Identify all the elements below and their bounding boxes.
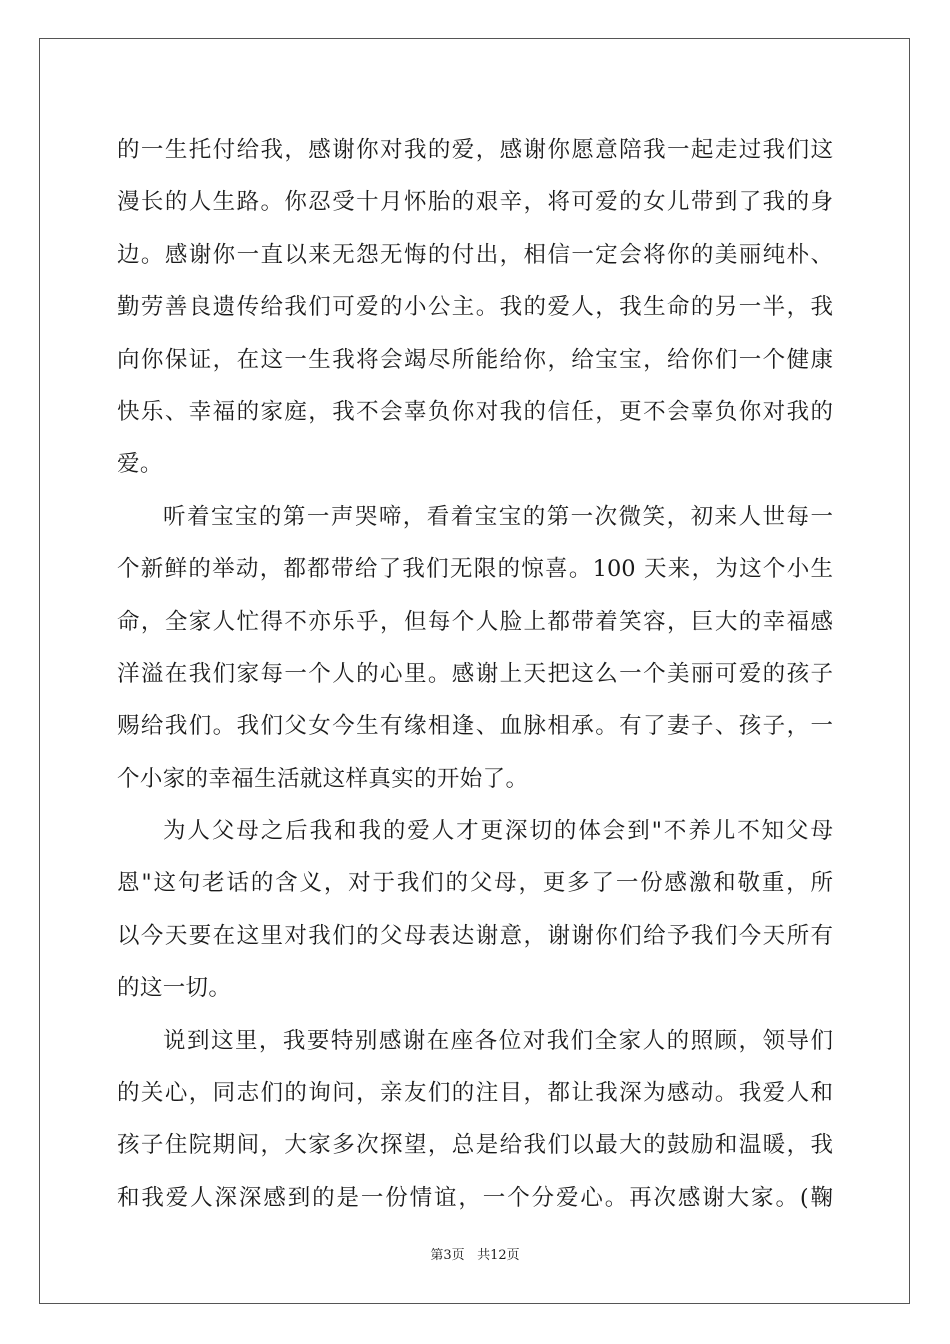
page-number: 第3页: [430, 1248, 465, 1263]
text-line: 个小家的幸福生活就这样真实的开始了。: [117, 765, 529, 792]
text-line: 快乐、幸福的家庭，我不会辜负你对我的信任，更不会辜负你对我的: [117, 398, 833, 425]
text-line: 边。感谢你一直以来无怨无悔的付出，相信一定会将你的美丽纯朴、: [117, 241, 833, 268]
text-line: 和我爱人深深感到的是一份情谊，一个分爱心。再次感谢大家。(鞠: [117, 1184, 833, 1211]
text-line: 爱。: [117, 451, 163, 478]
page-total: 共12页: [477, 1248, 520, 1263]
text-line: 勤劳善良遗传给我们可爱的小公主。我的爱人，我生命的另一半，我: [117, 294, 833, 321]
text-line: 的关心，同志们的询问，亲友们的注目，都让我深为感动。我爱人和: [117, 1080, 833, 1107]
page-footer: [0, 1247, 950, 1265]
paragraph-first-line: 为人父母之后我和我的爱人才更深切的体会到"不养儿不知父母: [163, 818, 833, 845]
text-line: 个新鲜的举动，都都带给了我们无限的惊喜。100 天来，为这个小生: [117, 556, 833, 583]
document-body: [117, 124, 833, 1224]
text-line: 恩"这句老话的含义，对于我们的父母，更多了一份感激和敬重，所: [117, 870, 833, 897]
text-line: 漫长的人生路。你忍受十月怀胎的艰辛，将可爱的女儿带到了我的身: [117, 189, 833, 216]
text-line: 洋溢在我们家每一个人的心里。感谢上天把这么一个美丽可爱的孩子: [117, 660, 833, 687]
text-line: 的一生托付给我，感谢你对我的爱，感谢你愿意陪我一起走过我们这: [117, 137, 833, 163]
text-line: 命，全家人忙得不亦乐乎，但每个人脸上都带着笑容，巨大的幸福感: [117, 608, 833, 635]
text-line: 的这一切。: [117, 975, 232, 1002]
text-line: 赐给我们。我们父女今生有缘相逢、血脉相承。有了妻子、孩子，一: [117, 713, 833, 740]
text-line: 向你保证，在这一生我将会竭尽所能给你，给宝宝，给你们一个健康: [117, 346, 833, 373]
text-line: 孩子住院期间，大家多次探望，总是给我们以最大的鼓励和温暖，我: [117, 1132, 833, 1159]
paragraph-first-line: 听着宝宝的第一声哭啼，看着宝宝的第一次微笑，初来人世每一: [163, 503, 833, 530]
text-line: 以今天要在这里对我们的父母表达谢意，谢谢你们给予我们今天所有: [117, 922, 833, 949]
paragraph-first-line: 说到这里，我要特别感谢在座各位对我们全家人的照顾，领导们: [163, 1027, 833, 1054]
